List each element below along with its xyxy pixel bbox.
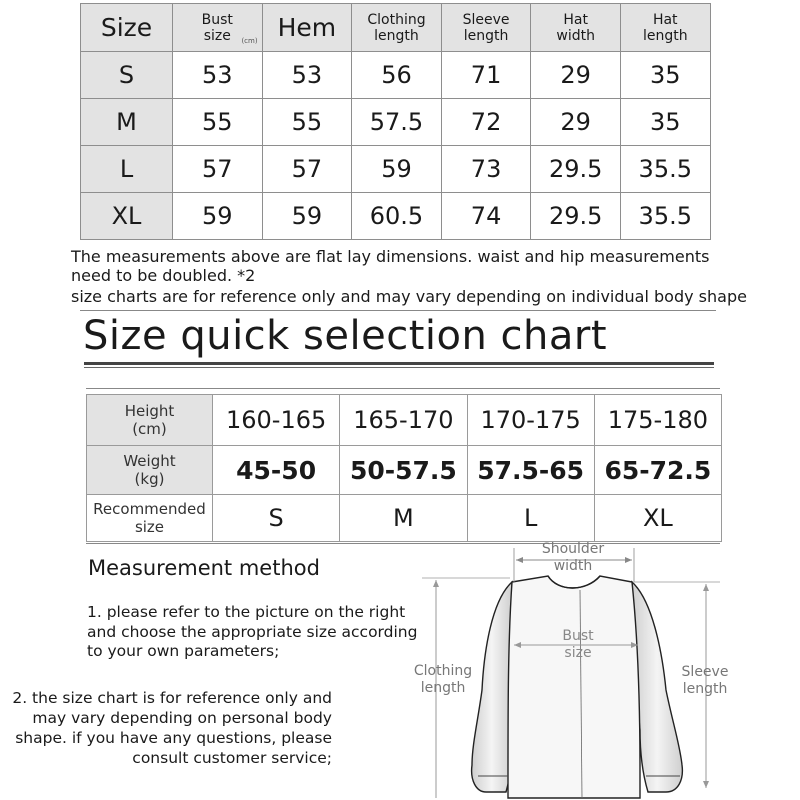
recommended-size-cell: M (340, 495, 467, 542)
weight-cell: 57.5-65 (467, 446, 594, 495)
recommended-size-cell: XL (594, 495, 721, 542)
height-label: Height (cm) (87, 395, 213, 446)
hat-width-header: Hat width (531, 4, 621, 52)
hat-width-cell: 29.5 (531, 146, 621, 193)
hem-cell: 55 (262, 99, 352, 146)
sleeve-length-label: Sleeve length (681, 664, 729, 697)
weight-label: Weight (kg) (87, 446, 213, 495)
hem-header: Hem (262, 4, 352, 52)
quick-selection-title: Size quick selection chart (83, 313, 608, 359)
sleeve-length-cell: 73 (441, 146, 531, 193)
measurement-step-2: 2. the size chart is for reference only and may vary depending on personal body shape. if you have any questions, please consult customer service; (12, 689, 332, 767)
clothing-length-label: Clothing length (413, 663, 473, 696)
clothing-length-header: Clothing length (352, 4, 442, 52)
table-row (81, 193, 711, 240)
recommended-size-cell: L (467, 495, 594, 542)
clothing-length-cell: 56 (352, 52, 442, 99)
size-cell: S (81, 52, 173, 99)
recommended-size-row (87, 495, 722, 542)
sleeve-length-cell: 72 (441, 99, 531, 146)
quick-selection-table (86, 394, 722, 542)
height-cell: 160-165 (213, 395, 340, 446)
weight-row (87, 446, 722, 495)
hat-width-cell: 29 (531, 52, 621, 99)
recommended-size-label: Recommended size (87, 495, 213, 542)
height-cell: 170-175 (467, 395, 594, 446)
size-cell: M (81, 99, 173, 146)
bust-size-label: Bust size (562, 628, 594, 661)
height-row (87, 395, 722, 446)
size-table-header-row (81, 4, 711, 52)
hem-cell: 53 (262, 52, 352, 99)
measurement-method-title: Measurement method (88, 556, 320, 580)
clothing-length-cell: 59 (352, 146, 442, 193)
bust-size-header: Bust size (cm) (173, 4, 263, 52)
size-cell: XL (81, 193, 173, 240)
clothing-length-arrowhead-top (433, 580, 439, 587)
sleeve-length-cell: 71 (441, 52, 531, 99)
table-row (81, 52, 711, 99)
hat-length-cell: 35.5 (620, 146, 710, 193)
title-underline (84, 367, 714, 368)
clothing-length-cell: 60.5 (352, 193, 442, 240)
bust-cell: 57 (173, 146, 263, 193)
sleeve-length-header: Sleeve length (441, 4, 531, 52)
table-row (81, 99, 711, 146)
note-line-1: The measurements above are flat lay dimensions. waist and hip measurements (71, 247, 710, 266)
recommended-size-cell: S (213, 495, 340, 542)
sleeve-length-arrowhead-bottom (703, 781, 709, 788)
height-cell: 165-170 (340, 395, 467, 446)
sleeve-length-cell: 74 (441, 193, 531, 240)
unit-label: (cm) (241, 37, 258, 45)
title-underline (84, 362, 714, 365)
bust-cell: 59 (173, 193, 263, 240)
size-cell: L (81, 146, 173, 193)
measurement-step-1: 1. please refer to the picture on the right and choose the appropriate size according to your own parameters; (87, 603, 418, 660)
hat-length-header: Hat length (620, 4, 710, 52)
weight-cell: 45-50 (213, 446, 340, 495)
height-cell: 175-180 (594, 395, 721, 446)
note-line-3: size charts are for reference only and may vary depending on individual body shape (71, 287, 747, 306)
garment-body (508, 576, 640, 798)
hem-cell: 57 (262, 146, 352, 193)
size-table (80, 3, 711, 240)
shoulder-width-label: Shoulder width (541, 541, 605, 574)
table-row (81, 146, 711, 193)
shoulder-arrowhead-left (516, 557, 523, 563)
hat-width-cell: 29 (531, 99, 621, 146)
hat-length-cell: 35.5 (620, 193, 710, 240)
bust-cell: 55 (173, 99, 263, 146)
weight-cell: 50-57.5 (340, 446, 467, 495)
hem-cell: 59 (262, 193, 352, 240)
shoulder-arrowhead-right (625, 557, 632, 563)
sleeve-length-arrowhead-top (703, 584, 709, 591)
bust-cell: 53 (173, 52, 263, 99)
hat-length-cell: 35 (620, 52, 710, 99)
weight-cell: 65-72.5 (594, 446, 721, 495)
clothing-length-cell: 57.5 (352, 99, 442, 146)
size-header: Size (81, 4, 173, 52)
note-line-2: need to be doubled. *2 (71, 266, 256, 285)
hat-width-cell: 29.5 (531, 193, 621, 240)
divider (86, 388, 720, 389)
hat-length-cell: 35 (620, 99, 710, 146)
divider (80, 310, 716, 311)
